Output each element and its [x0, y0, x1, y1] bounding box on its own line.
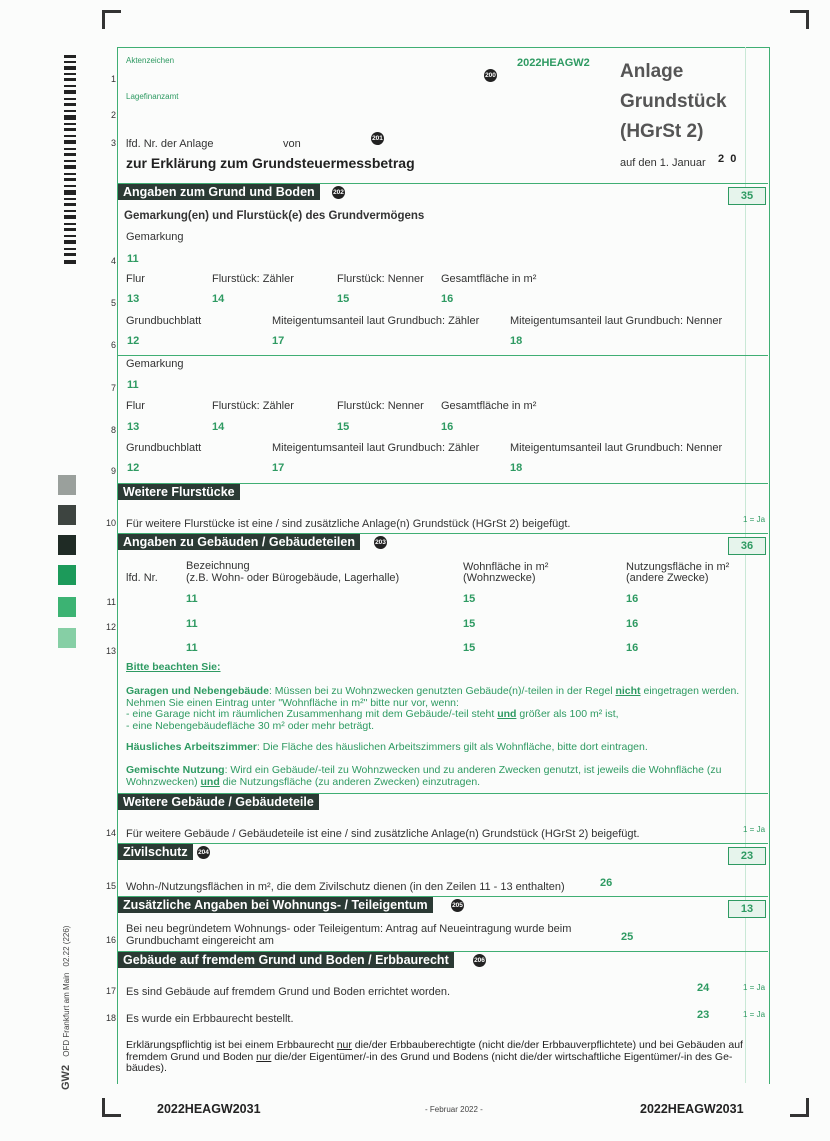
flur-label-2: Flur	[126, 400, 145, 412]
erbbaurecht-row18-checkbox[interactable]	[748, 1007, 766, 1023]
side-form-info	[60, 926, 72, 1090]
notes-arbeitszimmer-title: Häusliches Arbeitszimmer	[126, 741, 257, 753]
flur-code-1[interactable]: 13	[127, 293, 140, 305]
row-number-18: 18	[105, 1013, 116, 1023]
weitere-gebaeude-text: Für weitere Gebäude / Gebäudeteile ist eine / sind zusätzliche Anlage(n) Grundstück (HGrSt 2) beigefügt.	[126, 828, 640, 840]
row-number-12: 12	[105, 622, 116, 632]
notes-arbeitszimmer	[126, 742, 766, 754]
form-title-line3: (HGrSt 2)	[620, 121, 704, 142]
notes-garagen-a: : Müssen bei zu Wohnzwecken genutzten Gebäude(n)/-teilen in der Regel	[268, 685, 616, 697]
badge-13: 13	[728, 900, 766, 918]
mit-zaehler-code-1[interactable]: 17	[272, 335, 285, 347]
notes-garagen	[126, 686, 766, 732]
notes-gemischt-line2a: Wohnzwecken)	[126, 775, 201, 788]
erbbaurecht-row17-checkbox[interactable]	[748, 980, 766, 996]
footer-date: - Februar 2022 -	[425, 1105, 483, 1114]
wohnungseigentum-code[interactable]: 25	[621, 931, 634, 943]
gemarkung-subtitle: Gemarkung(en) und Flurstück(e) des Grundvermögens	[124, 210, 425, 222]
corner-mark-bottom-left	[102, 1098, 121, 1117]
aktenzeichen-field[interactable]	[124, 66, 484, 84]
col-nutzungsflaeche-line1: Nutzungsfläche in m²	[626, 561, 730, 573]
section-zivilschutz-header	[118, 844, 193, 860]
weitere-flurstuecke-checkbox[interactable]	[748, 512, 766, 528]
notes-garagen-line3a: - eine Garage nicht im räumlichen Zusammenhang mit dem Gebäude/-teil steht	[126, 708, 498, 720]
marker-202-icon: 202	[332, 186, 345, 199]
zivilschutz-text: Wohn-/Nutzungsflächen in m², die dem Zivilschutz dienen (in den Zeilen 11 - 13 enthalten)	[126, 881, 565, 893]
gemarkung-code-2: 11	[127, 379, 139, 391]
col-wohnflaeche-line2: (Wohnzwecke)	[463, 572, 536, 584]
form-code-top: 2022HEAGW2	[517, 57, 590, 69]
lagefinanzamt-field[interactable]	[124, 102, 604, 120]
grundbuchblatt-label-1: Grundbuchblatt	[126, 315, 202, 327]
notes-gemischt-line2b: die Nutzungsfläche (zu anderen Zwecken) einzutragen.	[219, 775, 481, 788]
form-title	[620, 57, 727, 147]
erbbaurecht-footer-2b: die/der Eigentümer/-in des Grund und Bodens (nicht die/der wirtschaftliche Eigentümer/-in des Ge-	[271, 1050, 733, 1063]
footer-code-right: 2022HEAGW2031	[640, 1102, 744, 1116]
erbbaurecht-row18-text: Es wurde ein Erbbaurecht bestellt.	[126, 1013, 294, 1025]
marker-204-icon: 204	[197, 846, 210, 859]
side-version: 02.22 (226)	[62, 925, 71, 967]
gebaeude-row-3-nutz[interactable]: 16	[626, 642, 639, 654]
nenner-code-1[interactable]: 15	[337, 293, 350, 305]
erbbaurecht-footer-nur1: nur	[336, 1039, 352, 1051]
footer-code-left: 2022HEAGW2031	[157, 1102, 261, 1116]
wohnungseigentum-text-line1: Bei neu begründetem Wohnungs- oder Teileigentum: Antrag auf Neueintragung wurde beim	[126, 923, 572, 935]
flur-code-2[interactable]: 13	[127, 421, 140, 433]
row-number-6: 6	[110, 340, 116, 350]
erbbaurecht-footer-3: bäudes).	[126, 1062, 167, 1074]
form-subtitle: zur Erklärung zum Grundsteuermessbetrag	[126, 155, 415, 171]
erbbaurecht-footer-2a: fremdem Grund und Boden	[126, 1050, 257, 1063]
color-swatch-6	[58, 628, 76, 648]
section-erbbaurecht-title: Gebäude auf fremdem Grund und Boden / Erbbaurecht	[123, 953, 449, 967]
col-nutzungsflaeche-line2: (andere Zwecke)	[626, 572, 709, 584]
notes-garagen-title: Garagen und Nebengebäude	[126, 685, 269, 697]
notes-garagen-line2: Nehmen Sie einen Eintrag unter "Wohnfläche in m²" bitte nur vor, wenn:	[126, 696, 459, 709]
grundbuchblatt-code-2[interactable]: 12	[127, 462, 140, 474]
erbbaurecht-footer-1a: Erklärungspflichtig ist bei einem Erbbaurecht	[126, 1039, 337, 1051]
section-zivilschutz-title: Zivilschutz	[123, 845, 188, 859]
erbbaurecht-row18-code[interactable]: 23	[697, 1009, 710, 1021]
notes-garagen-line4: - eine Nebengebäudefläche 30 m² oder mehr beträgt.	[126, 719, 375, 732]
form-title-line2: Grundstück	[620, 91, 727, 112]
grundbuchblatt-code-1[interactable]: 12	[127, 335, 140, 347]
color-swatch-2	[58, 505, 76, 525]
zaehler-label-2: Flurstück: Zähler	[212, 400, 294, 412]
gemarkung-field-1[interactable]	[124, 250, 624, 266]
row-number-13: 13	[105, 646, 116, 656]
flaeche-code-2[interactable]: 16	[441, 421, 454, 433]
notes-arbeitszimmer-text: : Die Fläche des häuslichen Arbeitszimmers gilt als Wohnfläche, bitte dort eintragen.	[256, 741, 648, 753]
marker-203-icon: 203	[374, 536, 387, 549]
marker-205-icon: 205	[451, 899, 464, 912]
flaeche-code-1[interactable]: 16	[441, 293, 454, 305]
gemarkung-label-2: Gemarkung	[126, 358, 184, 370]
weitere-gebaeude-checkbox[interactable]	[748, 822, 766, 838]
row-number-15: 15	[105, 881, 116, 891]
col-bezeichnung-line1: Bezeichnung	[186, 560, 250, 572]
weitere-flurstuecke-ja: 1 = Ja	[743, 515, 766, 524]
year-prefix[interactable]: 2 0	[718, 153, 737, 165]
marker-206-icon: 206	[473, 954, 486, 967]
gebaeude-row-1-nutz[interactable]: 16	[626, 593, 639, 605]
row-number-2: 2	[110, 110, 116, 120]
section-gebaeude-title: Angaben zu Gebäuden / Gebäudeteilen	[123, 535, 355, 549]
lfd-nr-anlage-label: lfd. Nr. der Anlage	[126, 138, 214, 150]
badge-35: 35	[728, 187, 766, 205]
gebaeude-row-1-bez[interactable]: 11	[186, 593, 198, 605]
zivilschutz-code[interactable]: 26	[600, 877, 613, 889]
zaehler-label-1: Flurstück: Zähler	[212, 273, 294, 285]
zaehler-code-1[interactable]: 14	[212, 293, 225, 305]
section-wohnungseigentum-header	[118, 897, 433, 913]
nenner-label-2: Flurstück: Nenner	[337, 400, 424, 412]
marker-201-icon: 201	[371, 132, 384, 145]
row-number-5: 5	[110, 298, 116, 308]
row-number-1: 1	[110, 74, 116, 84]
badge-36: 36	[728, 537, 766, 555]
mit-nenner-label-2: Miteigentumsanteil laut Grundbuch: Nenner	[510, 442, 723, 454]
section-grund-title: Angaben zum Grund und Boden	[123, 185, 315, 199]
erbbaurecht-row17-ja: 1 = Ja	[743, 983, 766, 992]
section-erbbaurecht-header	[118, 952, 454, 968]
mit-zaehler-label-1: Miteigentumsanteil laut Grundbuch: Zähler	[272, 315, 480, 327]
notes-garagen-und: und	[497, 708, 517, 720]
color-swatch-1	[58, 475, 76, 495]
side-ofd: OFD Frankfurt am Main	[62, 972, 71, 1057]
form-title-line1: Anlage	[620, 61, 684, 82]
row-number-17: 17	[105, 986, 116, 996]
gebaeude-row-2-wohn[interactable]: 15	[463, 618, 476, 630]
corner-mark-top-left	[102, 10, 121, 29]
divider-block-2	[118, 355, 768, 356]
row-number-16: 16	[105, 935, 116, 945]
erbbaurecht-row18-ja: 1 = Ja	[743, 1010, 766, 1019]
nenner-label-1: Flurstück: Nenner	[337, 273, 424, 285]
row-number-7: 7	[110, 383, 116, 393]
grundbuchblatt-label-2: Grundbuchblatt	[126, 442, 202, 454]
color-swatch-3	[58, 535, 76, 555]
row-number-11: 11	[106, 597, 116, 607]
lagefinanzamt-label: Lagefinanzamt	[126, 92, 179, 101]
color-swatch-5	[58, 597, 76, 617]
gebaeude-row-3-wohn[interactable]: 15	[463, 642, 476, 654]
gebaeude-row-3-bez[interactable]: 11	[186, 642, 198, 654]
flaeche-label-1: Gesamtfläche in m²	[441, 273, 537, 285]
side-gw2: GW2	[60, 1064, 72, 1090]
barcode	[64, 55, 76, 265]
section-weitere-flurstuecke-header	[118, 484, 240, 500]
mit-nenner-code-1[interactable]: 18	[510, 335, 523, 347]
gebaeude-row-2-bez[interactable]: 11	[186, 618, 198, 630]
stichtag-label: auf den 1. Januar	[620, 157, 706, 169]
section-weitere-gebaeude-title: Weitere Gebäude / Gebäudeteile	[123, 795, 314, 809]
notes-gemischt-title: Gemischte Nutzung	[126, 764, 225, 776]
erbbaurecht-row17-text: Es sind Gebäude auf fremdem Grund und Boden errichtet worden.	[126, 986, 451, 998]
mit-zaehler-code-2[interactable]: 17	[272, 462, 285, 474]
section-weitere-flurstuecke-title: Weitere Flurstücke	[123, 485, 235, 499]
erbbaurecht-row17-code[interactable]: 24	[697, 982, 710, 994]
gemarkung-label-1: Gemarkung	[126, 231, 184, 243]
color-swatch-4	[58, 565, 76, 585]
flaeche-label-2: Gesamtfläche in m²	[441, 400, 537, 412]
row-number-10: 10	[105, 518, 116, 528]
wohnungseigentum-text-line2: Grundbuchamt eingereicht am	[126, 935, 274, 947]
divider-zivilschutz	[118, 843, 768, 844]
notes-gemischt-text: : Wird ein Gebäude/-teil zu Wohnzwecken und zu anderen Zwecken genutzt, ist jeweils die Wohnfläche (zu	[224, 764, 722, 776]
von-label: von	[283, 138, 301, 150]
badge-23: 23	[728, 847, 766, 865]
mit-nenner-code-2[interactable]: 18	[510, 462, 523, 474]
corner-mark-bottom-right	[790, 1098, 809, 1117]
notes-gemischt	[126, 765, 766, 788]
row-number-9: 9	[110, 466, 116, 476]
gemarkung-field-2[interactable]	[124, 376, 624, 392]
aktenzeichen-label: Aktenzeichen	[126, 56, 175, 65]
corner-mark-top-right	[790, 10, 809, 29]
section-wohnungseigentum-title: Zusätzliche Angaben bei Wohnungs- / Teileigentum	[123, 898, 428, 912]
col-wohnflaeche-line1: Wohnfläche in m²	[463, 561, 549, 573]
notes-heading-text: Bitte beachten Sie:	[126, 661, 221, 673]
erbbaurecht-footer-nur2: nur	[256, 1050, 272, 1063]
erbbaurecht-footer-1b: die/der Erbbauberechtigte (nicht die/der Erbbauverpflichtete) und bei Gebäuden auf	[351, 1039, 743, 1051]
weitere-flurstuecke-text: Für weitere Flurstücke ist eine / sind zusätzliche Anlage(n) Grundstück (HGrSt 2) beigefügt.	[126, 518, 571, 530]
row-number-8: 8	[110, 425, 116, 435]
col-lfd-nr: lfd. Nr.	[126, 572, 158, 584]
row-number-3: 3	[110, 138, 116, 148]
notes-heading	[126, 662, 766, 674]
notes-gemischt-und: und	[200, 775, 220, 788]
zaehler-code-2[interactable]: 14	[212, 421, 225, 433]
gebaeude-row-1-wohn[interactable]: 15	[463, 593, 476, 605]
col-bezeichnung-line2: (z.B. Wohn- oder Bürogebäude, Lagerhalle)	[186, 572, 400, 584]
mit-zaehler-label-2: Miteigentumsanteil laut Grundbuch: Zähler	[272, 442, 480, 454]
section-weitere-gebaeude-header	[118, 794, 319, 810]
section-grund-header	[118, 184, 320, 200]
erbbaurecht-footer	[126, 1040, 766, 1075]
row-number-4: 4	[110, 256, 116, 266]
section-gebaeude-header	[118, 534, 360, 550]
gebaeude-row-2-nutz[interactable]: 16	[626, 618, 639, 630]
mit-nenner-label-1: Miteigentumsanteil laut Grundbuch: Nenner	[510, 315, 723, 327]
weitere-gebaeude-ja: 1 = Ja	[743, 825, 766, 834]
marker-200-icon: 200	[484, 69, 497, 82]
notes-garagen-line3b: größer als 100 m² ist,	[516, 708, 619, 720]
notes-garagen-b: eingetragen werden.	[640, 685, 740, 697]
row-number-14: 14	[105, 828, 116, 838]
gemarkung-code-1: 11	[127, 253, 139, 265]
notes-garagen-nicht: nicht	[615, 685, 641, 697]
nenner-code-2[interactable]: 15	[337, 421, 350, 433]
flur-label-1: Flur	[126, 273, 145, 285]
